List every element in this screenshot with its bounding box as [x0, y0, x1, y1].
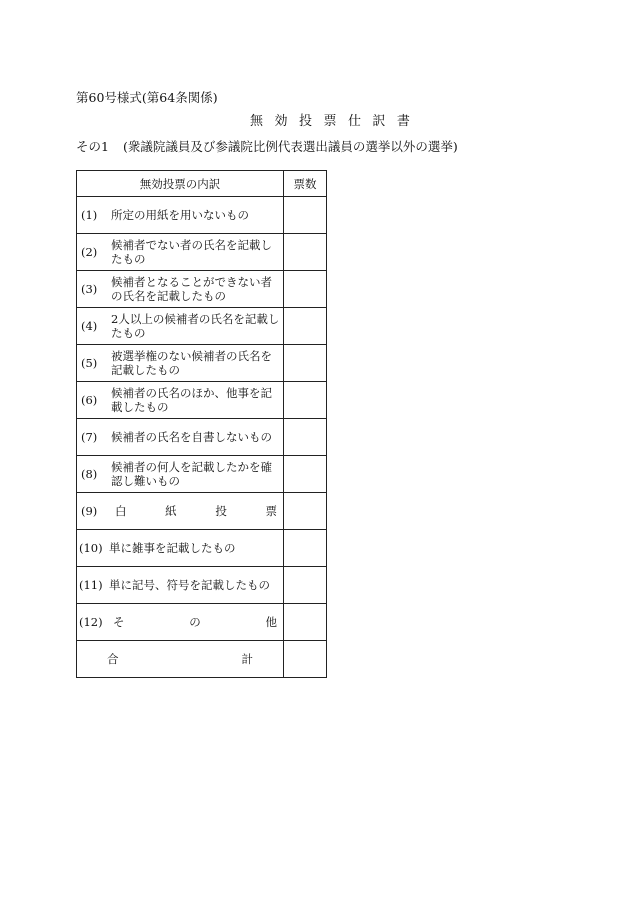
spread-char: 白 — [115, 504, 127, 518]
row-text: 候補者でない者の氏名を記載したもの — [111, 238, 272, 266]
row-text: 候補者の何人を記載したかを確認し難いもの — [111, 460, 272, 488]
subtitle — [76, 137, 458, 155]
row-text: 単に雑事を記載したもの — [109, 541, 236, 555]
table-row — [77, 493, 327, 530]
row-text — [109, 615, 283, 629]
row-number: (10) — [79, 541, 103, 555]
count-cell[interactable] — [284, 234, 327, 271]
row-number: (6) — [81, 393, 98, 407]
row-text: 所定の用紙を用いないもの — [111, 208, 249, 222]
spread-char: の — [189, 615, 201, 629]
row-number: (7) — [81, 430, 98, 444]
table-row — [77, 382, 327, 419]
title-char: 無 — [250, 114, 264, 129]
row-number: (12) — [79, 615, 103, 629]
table-row — [77, 308, 327, 345]
spread-char: 紙 — [165, 504, 177, 518]
row-number: (2) — [81, 245, 98, 259]
table-row — [77, 530, 327, 567]
title-char: 書 — [396, 114, 410, 129]
table-row — [77, 604, 327, 641]
spread-char: 他 — [265, 615, 277, 629]
title-char: 票 — [323, 114, 337, 129]
spread-char: 投 — [215, 504, 227, 518]
row-text — [111, 504, 283, 518]
count-cell[interactable] — [284, 271, 327, 308]
title-char: 投 — [298, 114, 312, 129]
table-row — [77, 419, 327, 456]
row-text: 単に記号、符号を記載したもの — [109, 578, 270, 592]
subtitle-prefix: その1 — [76, 139, 109, 154]
row-text: 候補者となることができない者の氏名を記載したもの — [111, 275, 272, 303]
table-header-row — [77, 171, 327, 197]
count-cell[interactable] — [284, 493, 327, 530]
count-cell[interactable] — [284, 456, 327, 493]
row-text: 被選挙権のない候補者の氏名を記載したもの — [111, 349, 272, 377]
table-row — [77, 271, 327, 308]
table-row — [77, 345, 327, 382]
title-char: 効 — [274, 114, 288, 129]
title-char: 訳 — [372, 114, 386, 129]
count-cell[interactable] — [284, 308, 327, 345]
subtitle-body: (衆議院議員及び参議院比例代表選出議員の選挙以外の選挙) — [122, 139, 458, 154]
table-row — [77, 234, 327, 271]
total-row — [77, 641, 327, 678]
form-number: 第60号様式(第64条関係) — [76, 90, 218, 105]
row-number: (5) — [81, 356, 98, 370]
row-number: (8) — [81, 467, 98, 481]
row-number: (4) — [81, 319, 98, 333]
row-text: 候補者の氏名を自書しないもの — [111, 430, 272, 444]
count-cell[interactable] — [284, 567, 327, 604]
invalid-votes-table — [76, 170, 327, 678]
row-number: (9) — [81, 504, 98, 518]
count-cell[interactable] — [284, 604, 327, 641]
count-cell[interactable] — [284, 530, 327, 567]
table-row — [77, 456, 327, 493]
count-cell[interactable] — [284, 197, 327, 234]
spread-char: そ — [113, 615, 125, 629]
total-char: 計 — [241, 652, 253, 666]
row-number: (3) — [81, 282, 98, 296]
table-row — [77, 567, 327, 604]
spread-char: 票 — [265, 504, 277, 518]
header-item: 無効投票の内訳 — [77, 171, 284, 197]
total-char: 合 — [107, 652, 119, 666]
title-char: 仕 — [347, 114, 361, 129]
row-text: 候補者の氏名のほか、他事を記載したもの — [111, 386, 272, 414]
row-number: (1) — [81, 208, 98, 222]
row-text: 2人以上の候補者の氏名を記載したもの — [111, 312, 280, 340]
header-count: 票数 — [284, 171, 327, 197]
row-number: (11) — [79, 578, 103, 592]
table-row — [77, 197, 327, 234]
document-title — [250, 110, 410, 129]
count-cell[interactable] — [284, 419, 327, 456]
count-cell[interactable] — [284, 382, 327, 419]
count-cell[interactable] — [284, 345, 327, 382]
total-count-cell[interactable] — [284, 641, 327, 678]
